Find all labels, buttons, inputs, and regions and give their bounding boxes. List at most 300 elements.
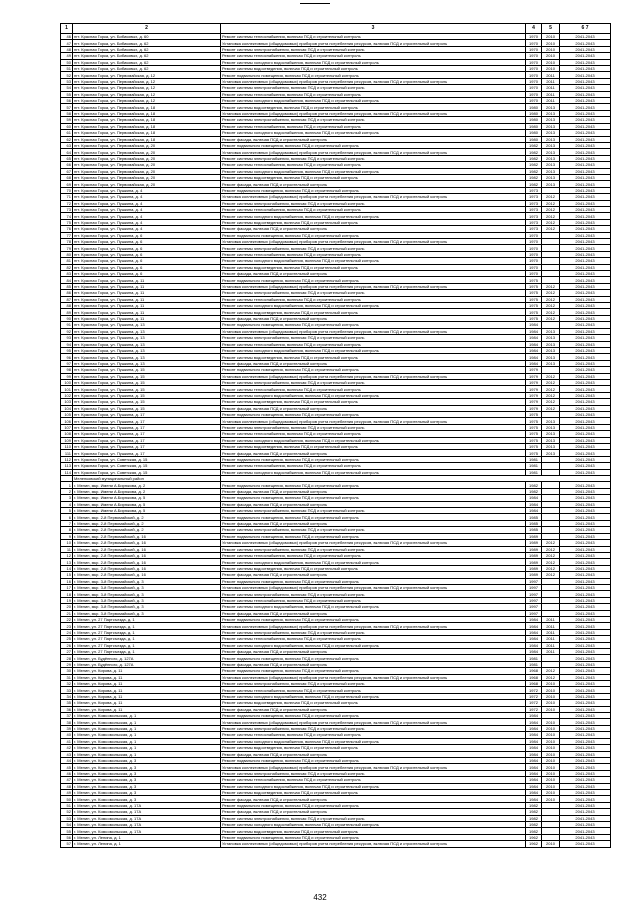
row-planned-period: 2041-2043 xyxy=(560,719,611,725)
row-address: пгт. Красная Горка, ул. Бибиковых, д. 62 xyxy=(73,59,221,65)
row-work-type: Ремонт системы электроснабжения, включая ПСД и строительный контроль xyxy=(221,591,526,597)
row-year-built: 1984 xyxy=(526,770,542,776)
row-work-type: Ремонт системы водоотведения, включая ПСД и строительный контроль xyxy=(221,264,526,270)
row-year-built: 1985 xyxy=(526,514,542,520)
row-address: пгт. Красная Горка, ул. Первомайская, д. 18 xyxy=(73,130,221,136)
row-work-type: Ремонт системы теплоснабжения, включая ПСД и строительный контроль xyxy=(221,552,526,558)
row-number: 20 xyxy=(61,604,73,610)
row-planned-period: 2041-2043 xyxy=(560,347,611,353)
row-number: 25 xyxy=(61,636,73,642)
row-planned-period: 2041-2043 xyxy=(560,411,611,417)
row-number: 48 xyxy=(61,46,73,52)
row-year-last-repair: 2011 xyxy=(542,78,560,84)
row-planned-period: 2041-2043 xyxy=(560,629,611,635)
row-work-type: Установка коллективных (общедомовых) приборов учета потребления ресурсов, включая ПСД и строительный контроль xyxy=(221,78,526,84)
row-work-type: Ремонт системы водоотведения, включая ПСД и строительный контроль xyxy=(221,219,526,225)
row-year-built: 1982 xyxy=(526,802,542,808)
row-address: г. Мелин, мкр. Имени А.Бирюкова, д. 5 xyxy=(73,508,221,514)
row-work-type: Ремонт системы электроснабжения, включая ПСД и строительный контроль xyxy=(221,546,526,552)
row-work-type: Ремонт системы электроснабжения, включая ПСД и строительный контроль xyxy=(221,379,526,385)
row-year-built: 1984 xyxy=(526,341,542,347)
row-number: 1 xyxy=(61,482,73,488)
row-year-built: 1970 xyxy=(526,34,542,40)
row-year-built: 1970 xyxy=(526,85,542,91)
row-planned-period: 2041-2043 xyxy=(560,431,611,437)
row-work-type: Ремонт системы холодного водоснабжения, включая ПСД и строительный контроль xyxy=(221,738,526,744)
row-number: 81 xyxy=(61,258,73,264)
row-year-built: 1982 xyxy=(526,809,542,815)
row-work-type: Ремонт системы водоотведения, включая ПСД и строительный контроль xyxy=(221,700,526,706)
row-number: 84 xyxy=(61,277,73,283)
row-year-built: 1984 xyxy=(526,616,542,622)
row-work-type: Ремонт системы холодного водоснабжения, включая ПСД и строительный контроль xyxy=(221,821,526,827)
row-year-last-repair: 2010 xyxy=(542,681,560,687)
row-planned-period: 2041-2043 xyxy=(560,85,611,91)
row-year-built: 1984 xyxy=(526,751,542,757)
top-scan-mark xyxy=(300,3,330,4)
row-year-built: 1973 xyxy=(526,194,542,200)
row-number: 51 xyxy=(61,802,73,808)
row-address: пгт. Красная Горка, ул. Бибиковых, д. 60 xyxy=(73,34,221,40)
row-address: г. Мелин, мкр. 2-й Первомайский, д. 16 xyxy=(73,559,221,565)
row-planned-period: 2041-2043 xyxy=(560,277,611,283)
row-number: 29 xyxy=(61,661,73,667)
row-year-built: 1979 xyxy=(526,399,542,405)
row-year-built: 1975 xyxy=(526,290,542,296)
row-address: пгт. Красная Горка, ул. Пушкина, д. 13 xyxy=(73,328,221,334)
row-address: пгт. Красная Горка, ул. Первомайская, д. 18 xyxy=(73,136,221,142)
row-address: пгт. Красная Горка, ул. Пушкина, д. 6 xyxy=(73,271,221,277)
row-work-type: Ремонт системы холодного водоснабжения, включая ПСД и строительный контроль xyxy=(221,130,526,136)
row-planned-period: 2041-2043 xyxy=(560,488,611,494)
row-work-type: Ремонт системы водоотведения, включая ПСД и строительный контроль xyxy=(221,444,526,450)
table-row xyxy=(61,841,611,847)
row-address: пгт. Красная Горка, ул. Пушкина, д. 4 xyxy=(73,219,221,225)
row-address: пгт. Красная Горка, ул. Первомайская, д. 20 xyxy=(73,142,221,148)
row-planned-period: 2041-2043 xyxy=(560,309,611,315)
row-year-last-repair: 2012 xyxy=(542,303,560,309)
row-address: г. Мелин, ул. Комсомольская, д. 3 xyxy=(73,783,221,789)
row-planned-period: 2041-2043 xyxy=(560,444,611,450)
row-address: пгт. Красная Горка, ул. Бибиковых, д. 62 xyxy=(73,40,221,46)
row-number: 91 xyxy=(61,322,73,328)
table-body xyxy=(61,24,611,848)
row-number: 57 xyxy=(61,104,73,110)
row-number: 88 xyxy=(61,303,73,309)
row-work-type: Ремонт системы теплоснабжения, включая ПСД и строительный контроль xyxy=(221,251,526,257)
row-planned-period: 2041-2043 xyxy=(560,802,611,808)
row-number: 36 xyxy=(61,706,73,712)
row-year-built: 1973 xyxy=(526,187,542,193)
row-year-last-repair: 2010 xyxy=(542,40,560,46)
row-year-built: 1989 xyxy=(526,559,542,565)
row-year-built: 1984 xyxy=(526,629,542,635)
row-planned-period: 2041-2043 xyxy=(560,239,611,245)
row-address: пгт. Красная Горка, ул. Пушкина, д. 17 xyxy=(73,450,221,456)
row-number: 90 xyxy=(61,315,73,321)
row-number: 44 xyxy=(61,757,73,763)
row-planned-period: 2041-2043 xyxy=(560,72,611,78)
row-number: 7 xyxy=(61,520,73,526)
row-planned-period: 2041-2043 xyxy=(560,418,611,424)
row-year-built: 1981 xyxy=(526,469,542,475)
row-work-type: Установка коллективных (общедомовых) приборов учета потребления ресурсов, включая ПСД и строительный контроль xyxy=(221,841,526,847)
row-year-last-repair: 2012 xyxy=(542,668,560,674)
row-year-built: 1975 xyxy=(526,444,542,450)
row-number: 14 xyxy=(61,565,73,571)
row-year-last-repair: 2010 xyxy=(542,783,560,789)
row-address: пгт. Красная Горка, ул. Пушкина, д. 4 xyxy=(73,194,221,200)
row-year-last-repair: 2010 xyxy=(542,732,560,738)
row-work-type: Установка коллективных (общедомовых) приборов учета потребления ресурсов, включая ПСД и строительный контроль xyxy=(221,239,526,245)
row-planned-period: 2041-2043 xyxy=(560,168,611,174)
row-work-type: Ремонт системы холодного водоснабжения, включая ПСД и строительный контроль xyxy=(221,347,526,353)
row-work-type: Ремонт подвального помещения, включая ПСД и строительный контроль xyxy=(221,495,526,501)
row-year-built: 1962 xyxy=(526,841,542,847)
row-work-type: Ремонт системы теплоснабжения, включая ПСД и строительный контроль xyxy=(221,386,526,392)
row-work-type: Ремонт подвального помещения, включая ПСД и строительный контроль xyxy=(221,655,526,661)
row-planned-period: 2041-2043 xyxy=(560,642,611,648)
row-number: 42 xyxy=(61,745,73,751)
row-number: 70 xyxy=(61,187,73,193)
row-planned-period: 2041-2043 xyxy=(560,456,611,462)
row-planned-period: 2041-2043 xyxy=(560,373,611,379)
row-year-built: 1972 xyxy=(526,700,542,706)
row-address: г. Мелин, ул. Комсомольская, д. 1 xyxy=(73,732,221,738)
row-planned-period: 2041-2043 xyxy=(560,226,611,232)
row-planned-period: 2041-2043 xyxy=(560,379,611,385)
row-number: 56 xyxy=(61,98,73,104)
row-number: 47 xyxy=(61,777,73,783)
row-work-type: Ремонт системы теплоснабжения, включая ПСД и строительный контроль xyxy=(221,53,526,59)
row-planned-period: 2041-2043 xyxy=(560,174,611,180)
row-number: 35 xyxy=(61,700,73,706)
row-work-type: Ремонт системы водоотведения, включая ПСД и строительный контроль xyxy=(221,104,526,110)
row-year-built: 1973 xyxy=(526,200,542,206)
row-year-built: 1980 xyxy=(526,136,542,142)
row-number: 13 xyxy=(61,559,73,565)
row-address: пгт. Красная Горка, ул. Пушкина, д. 13 xyxy=(73,360,221,366)
row-planned-period: 2041-2043 xyxy=(560,315,611,321)
row-year-last-repair: 2010 xyxy=(542,745,560,751)
row-number: 86 xyxy=(61,290,73,296)
row-work-type: Ремонт системы теплоснабжения, включая ПСД и строительный контроль xyxy=(221,431,526,437)
row-year-last-repair: 2010 xyxy=(542,706,560,712)
row-work-type: Ремонт системы электроснабжения, включая ПСД и строительный контроль xyxy=(221,815,526,821)
row-planned-period: 2041-2043 xyxy=(560,700,611,706)
row-planned-period: 2041-2043 xyxy=(560,616,611,622)
row-number: 102 xyxy=(61,392,73,398)
row-work-type: Ремонт системы холодного водоснабжения, включая ПСД и строительный контроль xyxy=(221,437,526,443)
row-year-built: 1980 xyxy=(526,123,542,129)
row-work-type: Ремонт системы холодного водоснабжения, включая ПСД и строительный контроль xyxy=(221,642,526,648)
row-work-type: Установка коллективных (общедомовых) приборов учета потребления ресурсов, включая ПСД и строительный контроль xyxy=(221,764,526,770)
row-year-last-repair: 2010 xyxy=(542,770,560,776)
row-work-type: Ремонт фасада, включая ПСД и строительный контроль xyxy=(221,501,526,507)
row-work-type: Установка коллективных (общедомовых) приборов учета потребления ресурсов, включая ПСД и строительный контроль xyxy=(221,373,526,379)
row-year-built: 1975 xyxy=(526,411,542,417)
row-year-last-repair: 2013 xyxy=(542,110,560,116)
row-work-type: Ремонт фасада, включая ПСД и строительный контроль xyxy=(221,488,526,494)
row-year-built: 1975 xyxy=(526,437,542,443)
row-address: пгт. Красная Горка, ул. Пушкина, д. 6 xyxy=(73,258,221,264)
row-year-last-repair: 2013 xyxy=(542,149,560,155)
row-planned-period: 2041-2043 xyxy=(560,713,611,719)
header-col-7-label: 7 xyxy=(585,25,589,31)
row-year-last-repair: 2013 xyxy=(542,123,560,129)
row-year-built: 1984 xyxy=(526,335,542,341)
row-work-type: Ремонт системы водоотведения, включая ПСД и строительный контроль xyxy=(221,828,526,834)
row-year-built: 1975 xyxy=(526,315,542,321)
row-number: 69 xyxy=(61,181,73,187)
row-year-last-repair: 2010 xyxy=(542,700,560,706)
row-address: пгт. Красная Горка, ул. Пушкина, д. 13 xyxy=(73,347,221,353)
row-year-last-repair: 2010 xyxy=(542,59,560,65)
row-work-type: Ремонт системы теплоснабжения, включая ПСД и строительный контроль xyxy=(221,162,526,168)
row-work-type: Ремонт системы электроснабжения, включая ПСД и строительный контроль xyxy=(221,85,526,91)
row-year-built: 1979 xyxy=(526,405,542,411)
row-planned-period: 2041-2043 xyxy=(560,219,611,225)
row-planned-period: 2041-2043 xyxy=(560,136,611,142)
row-year-last-repair: 2010 xyxy=(542,751,560,757)
row-planned-period: 2041-2043 xyxy=(560,251,611,257)
row-number: 96 xyxy=(61,354,73,360)
row-address: пгт. Красная Горка, ул. Первомайская, д. 12 xyxy=(73,78,221,84)
row-work-type: Ремонт фасада, включая ПСД и строительный контроль xyxy=(221,751,526,757)
row-planned-period: 2041-2043 xyxy=(560,213,611,219)
row-work-type: Ремонт подвального помещения, включая ПСД и строительный контроль xyxy=(221,514,526,520)
row-address: г. Мелин, мкр. 3-й Первомайский, д. 3 xyxy=(73,604,221,610)
row-planned-period: 2041-2043 xyxy=(560,59,611,65)
row-number: 74 xyxy=(61,213,73,219)
row-year-built: 1984 xyxy=(526,777,542,783)
row-address: пгт. Красная Горка, ул. Первомайская, д. 18 xyxy=(73,104,221,110)
row-address: пгт. Красная Горка, ул. Первомайская, д. 12 xyxy=(73,91,221,97)
row-number: 31 xyxy=(61,674,73,680)
row-number: 8 xyxy=(61,527,73,533)
row-year-last-repair: 2013 xyxy=(542,168,560,174)
row-address: г. Мелин, мкр. 2-й Первомайский, д. 2 xyxy=(73,514,221,520)
row-year-built: 1975 xyxy=(526,450,542,456)
row-year-last-repair: 2012 xyxy=(542,565,560,571)
row-address: пгт. Красная Горка, ул. Пушкина, д. 6 xyxy=(73,245,221,251)
row-work-type: Ремонт системы электроснабжения, включая ПСД и строительный контроль xyxy=(221,290,526,296)
row-year-last-repair: 2011 xyxy=(542,98,560,104)
row-planned-period: 2041-2043 xyxy=(560,98,611,104)
row-address: г. Мелин, ул. Ленина, д. 1 xyxy=(73,834,221,840)
row-year-built: 1975 xyxy=(526,296,542,302)
row-planned-period: 2041-2043 xyxy=(560,437,611,443)
row-planned-period: 2041-2043 xyxy=(560,245,611,251)
row-work-type: Установка коллективных (общедомовых) приборов учета потребления ресурсов, включая ПСД и строительный контроль xyxy=(221,328,526,334)
row-planned-period: 2041-2043 xyxy=(560,821,611,827)
row-number: 82 xyxy=(61,264,73,270)
row-planned-period: 2041-2043 xyxy=(560,405,611,411)
row-year-last-repair: 2010 xyxy=(542,738,560,744)
row-year-built: 1984 xyxy=(526,495,542,501)
row-year-built: 1970 xyxy=(526,78,542,84)
row-number: 58 xyxy=(61,110,73,116)
row-address: г. Мелин, ул. Кирова, д. 11 xyxy=(73,687,221,693)
header-row xyxy=(61,24,611,34)
row-year-built: 1970 xyxy=(526,72,542,78)
row-address: пгт. Красная Горка, ул. Пушкина, д. 4 xyxy=(73,226,221,232)
row-number: 92 xyxy=(61,328,73,334)
row-address: г. Мелин, мкр. 2-й Первомайский, д. 16 xyxy=(73,546,221,552)
row-address: г. Мелин, мкр. 3-й Первомайский, д. 3 xyxy=(73,610,221,616)
row-planned-period: 2041-2043 xyxy=(560,725,611,731)
row-number: 103 xyxy=(61,399,73,405)
row-year-last-repair: 2010 xyxy=(542,777,560,783)
row-work-type: Ремонт системы теплоснабжения, включая ПСД и строительный контроль xyxy=(221,91,526,97)
row-work-type: Ремонт системы электроснабжения, включая ПСД и строительный контроль xyxy=(221,725,526,731)
row-year-built: 1984 xyxy=(526,354,542,360)
row-number: 80 xyxy=(61,251,73,257)
row-address: пгт. Красная Горка, ул. Пушкина, д. 6 xyxy=(73,264,221,270)
row-address: пгт. Красная Горка, ул. Пушкина, д. 17 xyxy=(73,431,221,437)
row-planned-period: 2041-2043 xyxy=(560,104,611,110)
row-planned-period: 2041-2043 xyxy=(560,546,611,552)
row-address: г. Мелин, ул. Комсомольская, д. 17А xyxy=(73,815,221,821)
row-year-last-repair: 2011 xyxy=(542,623,560,629)
row-number: 10 xyxy=(61,540,73,546)
header-col-6 xyxy=(560,24,611,34)
row-year-built: 1989 xyxy=(526,546,542,552)
row-number: 49 xyxy=(61,53,73,59)
row-work-type: Ремонт фасада, включая ПСД и строительный контроль xyxy=(221,520,526,526)
row-address: пгт. Красная Горка, ул. Первомайская, д. 18 xyxy=(73,123,221,129)
row-number: 64 xyxy=(61,149,73,155)
row-address: пгт. Красная Горка, ул. Пушкина, д. 4 xyxy=(73,187,221,193)
row-number: 52 xyxy=(61,809,73,815)
row-number: 40 xyxy=(61,732,73,738)
row-year-built: 1997 xyxy=(526,578,542,584)
row-number: 57 xyxy=(61,841,73,847)
row-year-built: 1984 xyxy=(526,360,542,366)
row-number: 83 xyxy=(61,271,73,277)
row-planned-period: 2041-2043 xyxy=(560,745,611,751)
row-work-type: Ремонт системы водоотведения, включая ПСД и строительный контроль xyxy=(221,174,526,180)
row-planned-period: 2041-2043 xyxy=(560,578,611,584)
row-planned-period: 2041-2043 xyxy=(560,283,611,289)
row-address: г. Мелин, ул. 27 Партсъезда, д. 1 xyxy=(73,642,221,648)
row-number: 100 xyxy=(61,379,73,385)
row-year-last-repair: 2010 xyxy=(542,66,560,72)
row-number: 26 xyxy=(61,642,73,648)
row-address: пгт. Красная Горка, ул. Пушкина, д. 6 xyxy=(73,251,221,257)
row-work-type: Ремонт системы водоотведения, включая ПСД и строительный контроль xyxy=(221,745,526,751)
row-year-built: 1970 xyxy=(526,264,542,270)
row-work-type: Ремонт системы теплоснабжения, включая ПСД и строительный контроль xyxy=(221,777,526,783)
row-planned-period: 2041-2043 xyxy=(560,751,611,757)
row-year-built: 1982 xyxy=(526,162,542,168)
row-work-type: Ремонт системы электроснабжения, включая ПСД и строительный контроль xyxy=(221,770,526,776)
row-year-built: 1984 xyxy=(526,789,542,795)
row-year-last-repair: 2013 xyxy=(542,437,560,443)
row-year-built: 1972 xyxy=(526,687,542,693)
row-planned-period: 2041-2043 xyxy=(560,200,611,206)
row-work-type: Ремонт системы электроснабжения, включая ПСД и строительный контроль xyxy=(221,527,526,533)
row-planned-period: 2041-2043 xyxy=(560,649,611,655)
row-work-type: Ремонт подвального помещения, включая ПСД и строительный контроль xyxy=(221,668,526,674)
row-address: г. Мелин, мкр. 3-й Первомайский, д. 3 xyxy=(73,591,221,597)
row-year-last-repair: 2012 xyxy=(542,540,560,546)
row-year-built: 1984 xyxy=(526,796,542,802)
row-address: г. Мелин, ул. Кирова, д. 11 xyxy=(73,706,221,712)
row-address: г. Мелин, ул. Ленина, д. 1 xyxy=(73,841,221,847)
row-work-type: Ремонт подвального помещения, включая ПСД и строительный контроль xyxy=(221,482,526,488)
row-work-type: Ремонт системы теплоснабжения, включая ПСД и строительный контроль xyxy=(221,34,526,40)
row-address: пгт. Красная Горка, ул. Первомайская, д. 18 xyxy=(73,117,221,123)
row-year-last-repair: 2013 xyxy=(542,354,560,360)
row-year-built: 1970 xyxy=(526,66,542,72)
row-work-type: Ремонт системы электроснабжения, включая ПСД и строительный контроль xyxy=(221,424,526,430)
row-year-built: 1982 xyxy=(526,828,542,834)
row-work-type: Ремонт системы теплоснабжения, включая ПСД и строительный контроль xyxy=(221,687,526,693)
row-work-type: Ремонт подвального помещения, включая ПСД и строительный контроль xyxy=(221,187,526,193)
row-year-last-repair: 2012 xyxy=(542,373,560,379)
row-address: г. Мелин, ул. Комсомольская, д. 17А xyxy=(73,821,221,827)
row-address: пгт. Красная Горка, ул. Пушкина, д. 15 xyxy=(73,367,221,373)
row-planned-period: 2041-2043 xyxy=(560,149,611,155)
row-address: г. Мелин, мкр. Имени А.Бирюкова, д. 5 xyxy=(73,495,221,501)
row-number: 105 xyxy=(61,411,73,417)
row-work-type: Ремонт подвального помещения, включая ПСД и строительный контроль xyxy=(221,616,526,622)
row-address: г. Мелин, ул. 27 Партсъезда, д. 1 xyxy=(73,636,221,642)
row-address: г. Мелин, ул. 27 Партсъезда, д. 1 xyxy=(73,629,221,635)
row-year-built: 1970 xyxy=(526,53,542,59)
row-year-built: 1979 xyxy=(526,373,542,379)
row-planned-period: 2041-2043 xyxy=(560,770,611,776)
row-number: 27 xyxy=(61,649,73,655)
row-year-last-repair: 2013 xyxy=(542,162,560,168)
row-number: 55 xyxy=(61,91,73,97)
row-address: пгт. Красная Горка, ул. Пушкина, д. 11 xyxy=(73,283,221,289)
row-planned-period: 2041-2043 xyxy=(560,155,611,161)
row-number: 50 xyxy=(61,59,73,65)
row-planned-period: 2041-2043 xyxy=(560,271,611,277)
row-address: пгт. Красная Горка, ул. Пушкина, д. 4 xyxy=(73,200,221,206)
row-work-type: Ремонт системы электроснабжения, включая ПСД и строительный контроль xyxy=(221,508,526,514)
row-address: пгт. Красная Горка, ул. Пушкина, д. 17 xyxy=(73,444,221,450)
row-year-built: 1982 xyxy=(526,155,542,161)
row-number: 76 xyxy=(61,226,73,232)
row-work-type: Ремонт системы электроснабжения, включая ПСД и строительный контроль xyxy=(221,200,526,206)
row-year-last-repair: 2012 xyxy=(542,200,560,206)
row-number: 39 xyxy=(61,725,73,731)
row-year-last-repair: 2013 xyxy=(542,450,560,456)
row-work-type: Ремонт системы водоотведения, включая ПСД и строительный контроль xyxy=(221,354,526,360)
row-number: 79 xyxy=(61,245,73,251)
row-planned-period: 2041-2043 xyxy=(560,53,611,59)
row-year-built: 1979 xyxy=(526,367,542,373)
row-year-built: 1972 xyxy=(526,706,542,712)
row-number: 98 xyxy=(61,367,73,373)
row-number: 51 xyxy=(61,66,73,72)
row-year-built: 1975 xyxy=(526,283,542,289)
row-work-type: Ремонт фасада, включая ПСД и строительный контроль xyxy=(221,181,526,187)
row-number: 23 xyxy=(61,623,73,629)
row-number: 49 xyxy=(61,789,73,795)
row-year-last-repair: 2011 xyxy=(542,642,560,648)
row-planned-period: 2041-2043 xyxy=(560,335,611,341)
row-work-type: Установка коллективных (общедомовых) приборов учета потребления ресурсов, включая ПСД и строительный контроль xyxy=(221,418,526,424)
row-planned-period: 2041-2043 xyxy=(560,181,611,187)
row-planned-period: 2041-2043 xyxy=(560,194,611,200)
row-work-type: Ремонт фасада, включая ПСД и строительный контроль xyxy=(221,796,526,802)
row-address: г. Мелин, мкр. 3-й Первомайский, д. 3 xyxy=(73,584,221,590)
row-year-built: 1970 xyxy=(526,245,542,251)
